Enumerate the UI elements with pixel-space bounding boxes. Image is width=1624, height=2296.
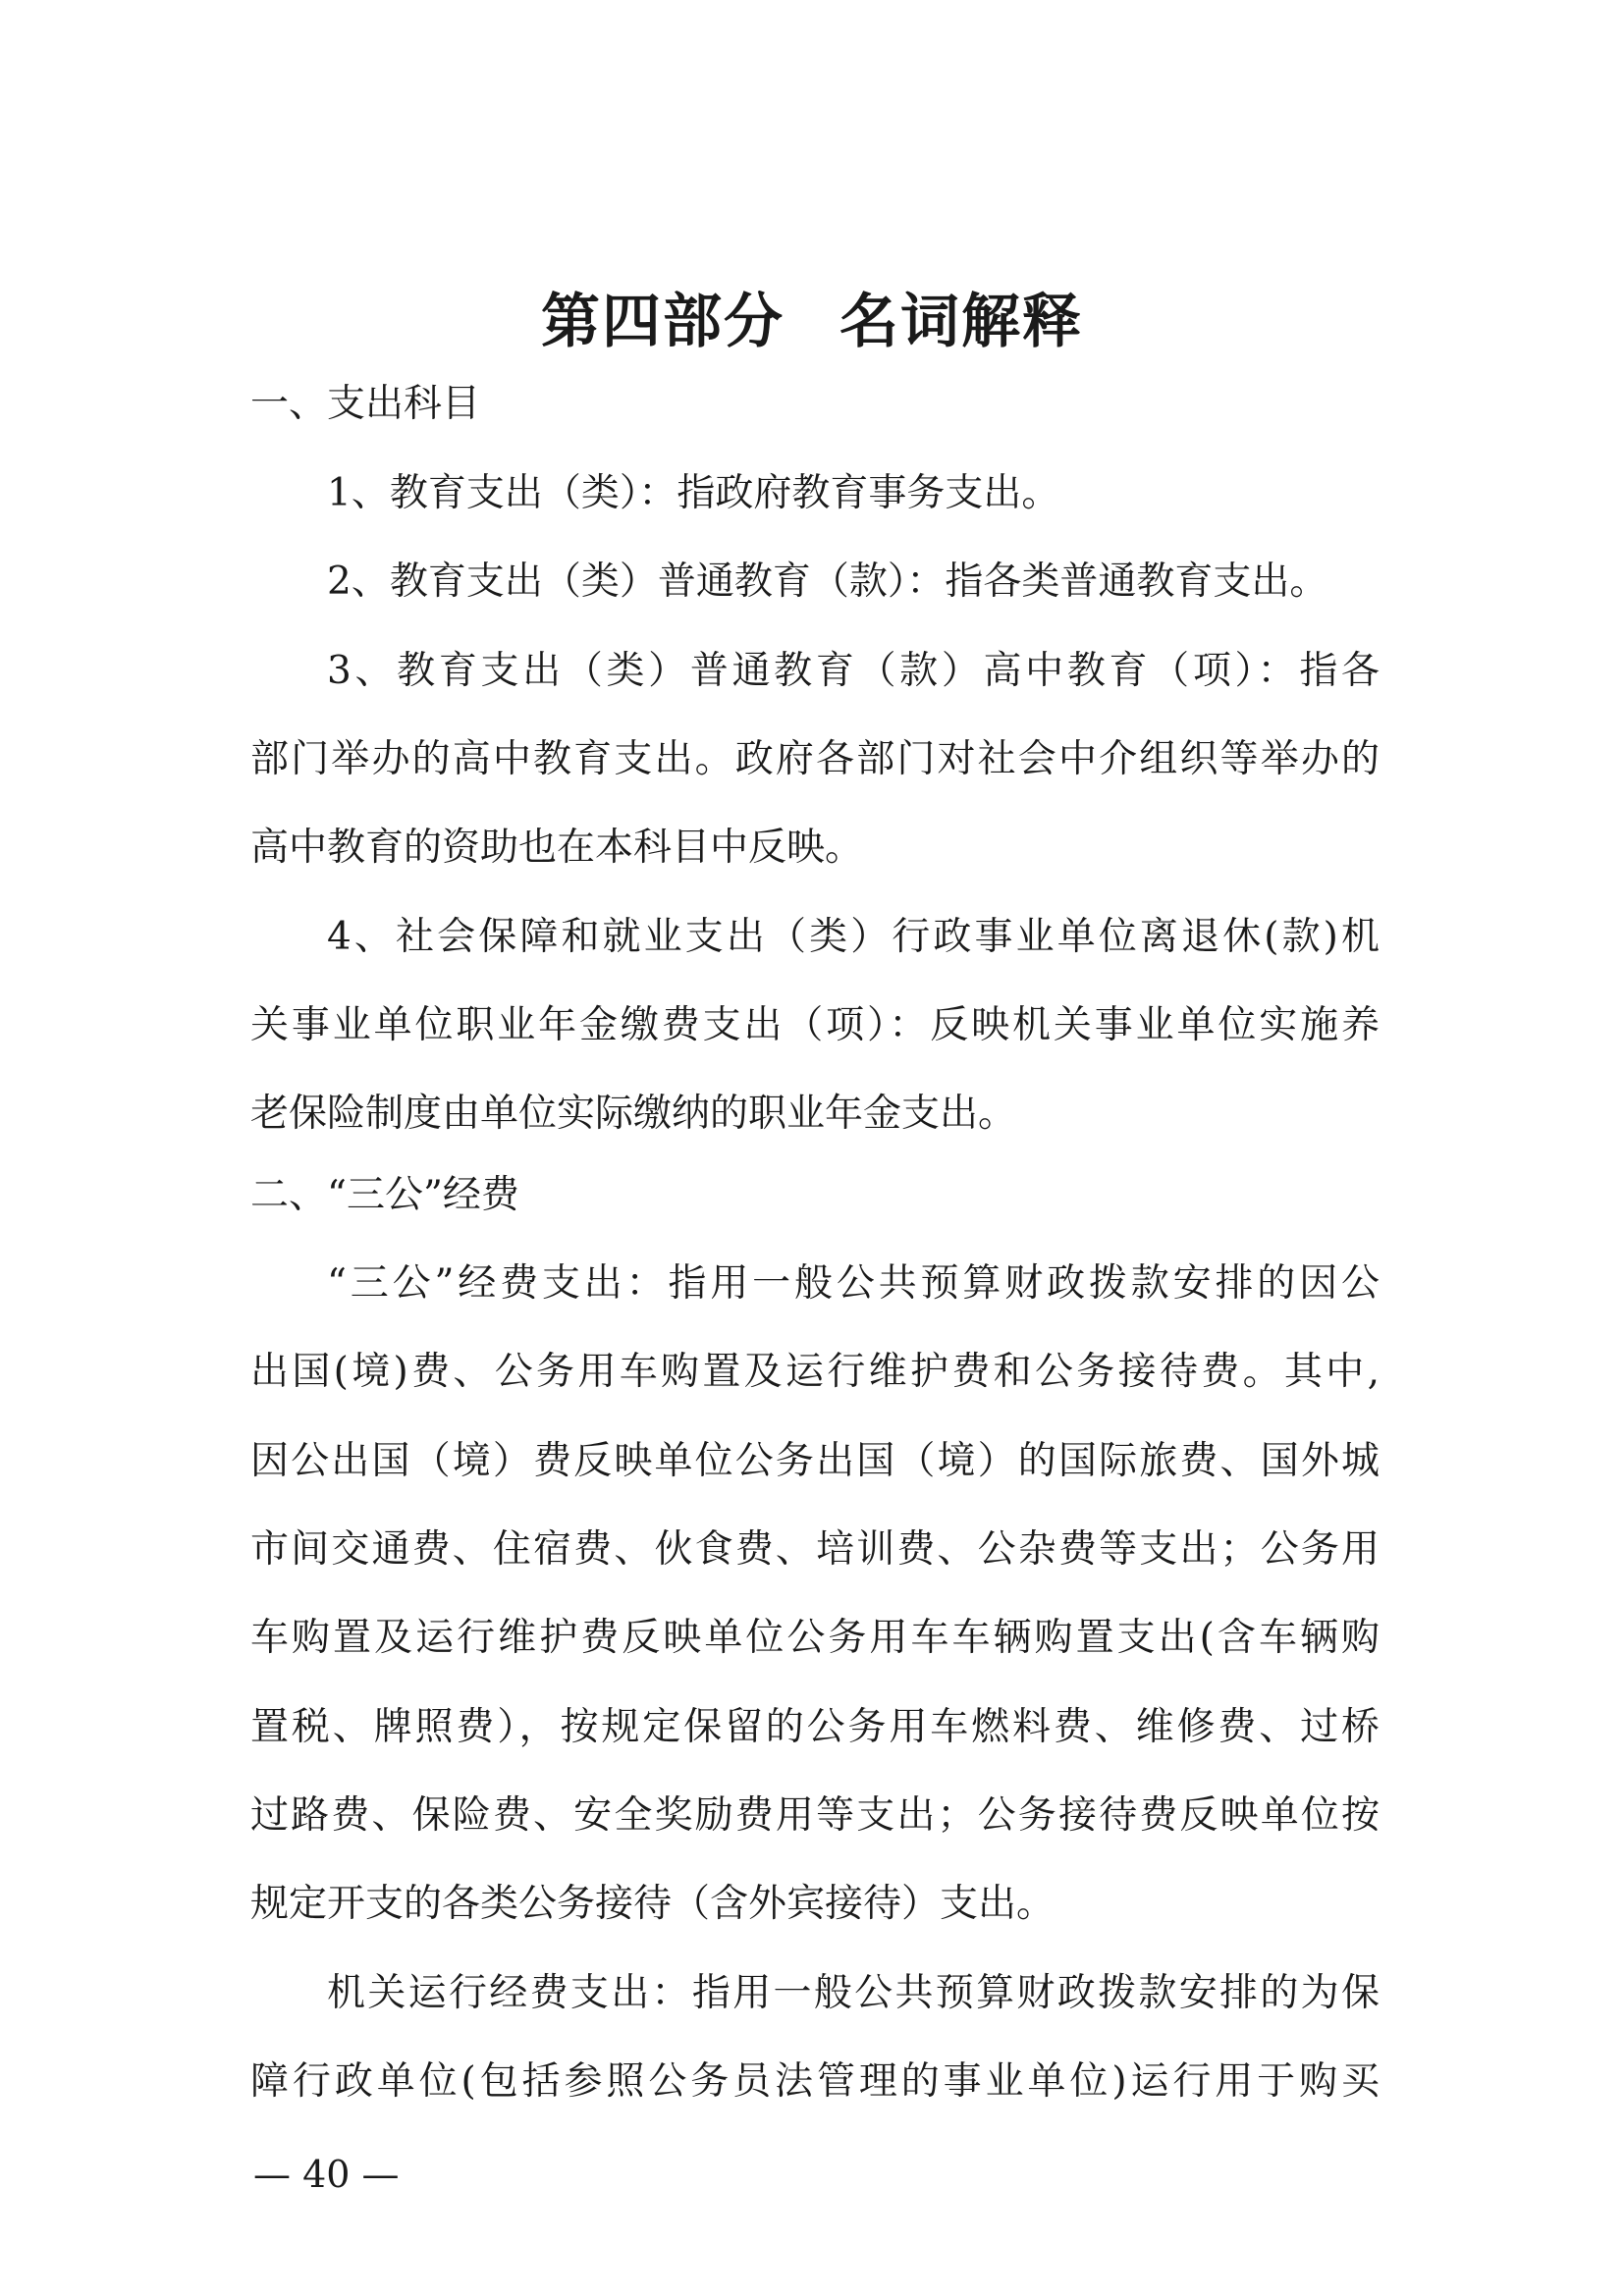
paragraph-line: 老保险制度由单位实际缴纳的职业年金支出。 <box>250 1092 1017 1136</box>
paragraph-line: 机关运行经费支出：指用一般公共预算财政拨款安排的为保 <box>327 1971 1380 2015</box>
paragraph-line: 规定开支的各类公务接待（含外宾接待）支出。 <box>250 1882 1056 1926</box>
paragraph-line: 出国(境)费、公务用车购置及运行维护费和公务接待费。其中, <box>250 1350 1380 1394</box>
paragraph-line: 部门举办的高中教育支出。政府各部门对社会中介组织等举办的 <box>250 737 1380 781</box>
paragraph-line: 因公出国（境）费反映单位公务出国（境）的国际旅费、国外城 <box>250 1439 1380 1483</box>
title-part-1: 第四部分 <box>541 288 785 356</box>
paragraph-line: 高中教育的资助也在本科目中反映。 <box>250 826 864 870</box>
title-part-2: 名词解释 <box>839 288 1083 356</box>
paragraph-line: 3、教育支出（类）普通教育（款）高中教育（项）：指各 <box>327 649 1380 693</box>
paragraph-line: 市间交通费、住宿费、伙食费、培训费、公杂费等支出；公务用 <box>250 1527 1380 1572</box>
paragraph-line: 1、教育支出（类）：指政府教育事务支出。 <box>327 471 1060 515</box>
paragraph-line: 车购置及运行维护费反映单位公务用车车辆购置支出(含车辆购 <box>250 1616 1380 1660</box>
paragraph-line: 障行政单位(包括参照公务员法管理的事业单位)运行用于购买 <box>250 2059 1380 2104</box>
paragraph-line: 4、社会保障和就业支出（类）行政事业单位离退休(款)机 <box>327 915 1380 959</box>
paragraph-line: 置税、牌照费），按规定保留的公务用车燃料费、维修费、过桥 <box>250 1705 1380 1749</box>
paragraph-line: “三公”经费支出：指用一般公共预算财政拨款安排的因公 <box>327 1261 1380 1306</box>
section-heading-three-public-expenses: 二、“三公”经费 <box>250 1173 519 1217</box>
paragraph-line: 过路费、保险费、安全奖励费用等支出；公务接待费反映单位按 <box>250 1793 1380 1838</box>
section-heading-expenditure-items: 一、支出科目 <box>250 382 481 426</box>
paragraph-line: 2、教育支出（类）普通教育（款）：指各类普通教育支出。 <box>327 560 1328 604</box>
page-number: — 40 — <box>253 2153 400 2196</box>
page-title <box>0 283 1624 361</box>
paragraph-line: 关事业单位职业年金缴费支出（项）：反映机关事业单位实施养 <box>250 1003 1380 1047</box>
